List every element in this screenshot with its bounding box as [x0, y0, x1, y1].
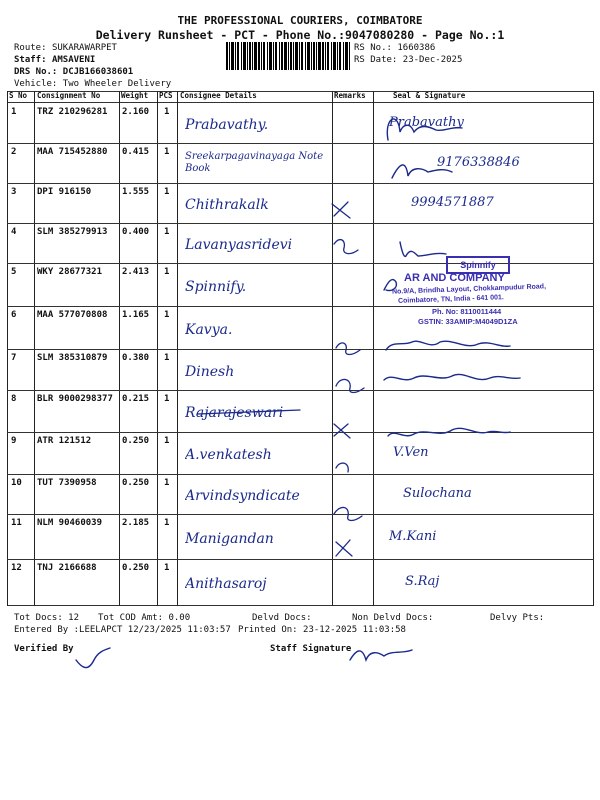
tot-cod-amt: Tot COD Amt: 0.00 — [98, 613, 191, 623]
row-pcs: 1 — [164, 436, 170, 446]
row-weight: 0.380 — [122, 353, 150, 363]
route-label: Route: — [14, 43, 47, 53]
verified-by-label: Verified By — [14, 644, 74, 654]
company-title: THE PROFESSIONAL COURIERS, COIMBATORE — [177, 14, 423, 27]
stamp-company: AR AND COMPANY — [404, 272, 505, 284]
row-consignment: MAA 715452880 — [37, 147, 108, 157]
drs-value: DCJB166038601 — [62, 67, 134, 77]
row-signature: V.Ven — [393, 445, 429, 460]
row-signature: Prabavathy — [389, 115, 464, 130]
row-sno: 7 — [11, 353, 17, 363]
rs-no-value: 1660386 — [397, 43, 436, 53]
staff-value: AMSAVENI — [51, 55, 96, 65]
row-weight: 0.250 — [122, 563, 150, 573]
row-sno: 5 — [11, 267, 17, 277]
row-pcs: 1 — [164, 187, 170, 197]
rs-date-label: RS Date: — [354, 55, 398, 65]
row-sno: 10 — [11, 478, 22, 488]
staff-line — [14, 55, 95, 65]
row-weight: 2.185 — [122, 518, 150, 528]
delvy-pts: Delvy Pts: — [490, 613, 545, 623]
row-weight: 0.215 — [122, 394, 150, 404]
stamp-gstin: GSTIN: 33AMIP:M4049D1ZA — [418, 317, 518, 326]
row-sno: 3 — [11, 187, 17, 197]
row-weight: 0.400 — [122, 227, 150, 237]
header-pcs: PCS — [159, 91, 173, 100]
drs-line — [14, 67, 133, 77]
row-sno: 1 — [11, 107, 17, 117]
vehicle-label: Vehicle: — [14, 79, 58, 89]
header-consignee: Consignee Details — [180, 91, 257, 100]
row-consignment: TNJ 2166688 — [37, 563, 97, 573]
row-consignee: Kavya. — [185, 322, 233, 338]
row-pcs: 1 — [164, 310, 170, 320]
row-sno: 2 — [11, 147, 17, 157]
barcode-image — [226, 42, 350, 70]
staff-signature-label: Staff Signature — [270, 644, 352, 654]
rs-no-label: RS No.: — [354, 43, 392, 53]
row-signature: S.Raj — [405, 574, 440, 589]
row-pcs: 1 — [164, 518, 170, 528]
header-consignment: Consignment No — [37, 91, 101, 100]
row-signature: 9176338846 — [437, 155, 520, 170]
staff-signature-mark — [350, 650, 412, 660]
rs-date-line — [354, 55, 462, 65]
row-pcs: 1 — [164, 394, 170, 404]
header-seal-signature: Seal & Signature — [393, 91, 466, 100]
printed-on: Printed On: 23-12-2025 11:03:58 — [238, 625, 406, 635]
row-weight: 0.250 — [122, 436, 150, 446]
tot-docs: Tot Docs: 12 — [14, 613, 80, 623]
row-weight: 2.160 — [122, 107, 150, 117]
rs-no-line — [354, 43, 435, 53]
staff-label: Staff: — [14, 55, 47, 65]
row-consignee: Chithrakalk — [185, 197, 269, 213]
row-weight: 0.415 — [122, 147, 150, 157]
runsheet-table — [7, 91, 594, 606]
row-sno: 11 — [11, 518, 22, 528]
row-consignment: TRZ 210296281 — [37, 107, 108, 117]
row-weight: 1.555 — [122, 187, 150, 197]
sticker-text: Spinnify — [460, 260, 496, 270]
row-sno: 6 — [11, 310, 17, 320]
row-consignment: NLM 90460039 — [37, 518, 103, 528]
row-sno: 12 — [11, 563, 22, 573]
row-consignment: SLM 385310879 — [37, 353, 108, 363]
row-consignment: TUT 7390958 — [37, 478, 97, 488]
row-signature: M.Kani — [389, 529, 437, 544]
row-consignment: SLM 385279913 — [37, 227, 108, 237]
row-sno: 4 — [11, 227, 17, 237]
row-consignee: Dinesh — [185, 364, 235, 380]
route-line — [14, 43, 117, 53]
delvd-docs: Delvd Docs: — [252, 613, 312, 623]
runsheet-subtitle: Delivery Runsheet - PCT - Phone No.:9047080280 - Page No.:1 — [95, 28, 505, 42]
row-consignee: Lavanyasridevi — [185, 237, 293, 253]
stamp-address1: No.9/A, Brindha Layout, Chokkampudur Road, — [391, 283, 547, 296]
row-pcs: 1 — [164, 147, 170, 157]
row-pcs: 1 — [164, 267, 170, 277]
vehicle-value: Two Wheeler Delivery — [62, 79, 172, 89]
stamp-phone: Ph. No: 8110011444 — [432, 307, 502, 316]
row-sno: 9 — [11, 436, 17, 446]
row-consignee: Rajarajeswari — [185, 405, 284, 421]
row-consignment: BLR 9000298377 — [37, 394, 113, 404]
row-consignee: Spinnify. — [185, 279, 247, 295]
row-consignee: Sreekarpagavinayaga Note Book — [185, 151, 324, 174]
row-consignment: WKY 28677321 — [37, 267, 103, 277]
row-consignee: A.venkatesh — [185, 447, 272, 463]
row-pcs: 1 — [164, 227, 170, 237]
row-signature: 9994571887 — [411, 195, 494, 210]
route-value: SUKARAWARPET — [51, 43, 117, 53]
row-pcs: 1 — [164, 107, 170, 117]
row-pcs: 1 — [164, 353, 170, 363]
header-sno: S No — [9, 91, 28, 100]
row-consignee: Manigandan — [185, 531, 274, 547]
row-consignment: MAA 577070808 — [37, 310, 108, 320]
row-consignee: Anithasaroj — [185, 576, 267, 592]
row-consignment: ATR 121512 — [37, 436, 92, 446]
row-sno: 8 — [11, 394, 17, 404]
row-pcs: 1 — [164, 563, 170, 573]
row-pcs: 1 — [164, 478, 170, 488]
row-weight: 2.413 — [122, 267, 150, 277]
row-consignment: DPI 916150 — [37, 187, 92, 197]
stamp-address2: Coimbatore, TN, India - 641 001. — [397, 294, 504, 305]
row-consignee: Prabavathy. — [185, 117, 269, 133]
header-remarks: Remarks — [334, 91, 366, 100]
vehicle-line — [14, 79, 171, 89]
row-consignee: Arvindsyndicate — [185, 488, 300, 504]
header-weight: Weight — [121, 91, 149, 100]
company-stamp — [380, 260, 585, 334]
rs-date-value: 23-Dec-2025 — [402, 55, 463, 65]
entered-by: Entered By :LEELAPCT 12/23/2025 11:03:57 — [14, 625, 231, 635]
drs-label: DRS No.: — [14, 67, 58, 77]
row-weight: 0.250 — [122, 478, 150, 488]
verified-by-signature — [76, 648, 110, 668]
row-signature: Sulochana — [403, 486, 472, 501]
non-delvd-docs: Non Delvd Docs: — [352, 613, 434, 623]
row-weight: 1.165 — [122, 310, 150, 320]
